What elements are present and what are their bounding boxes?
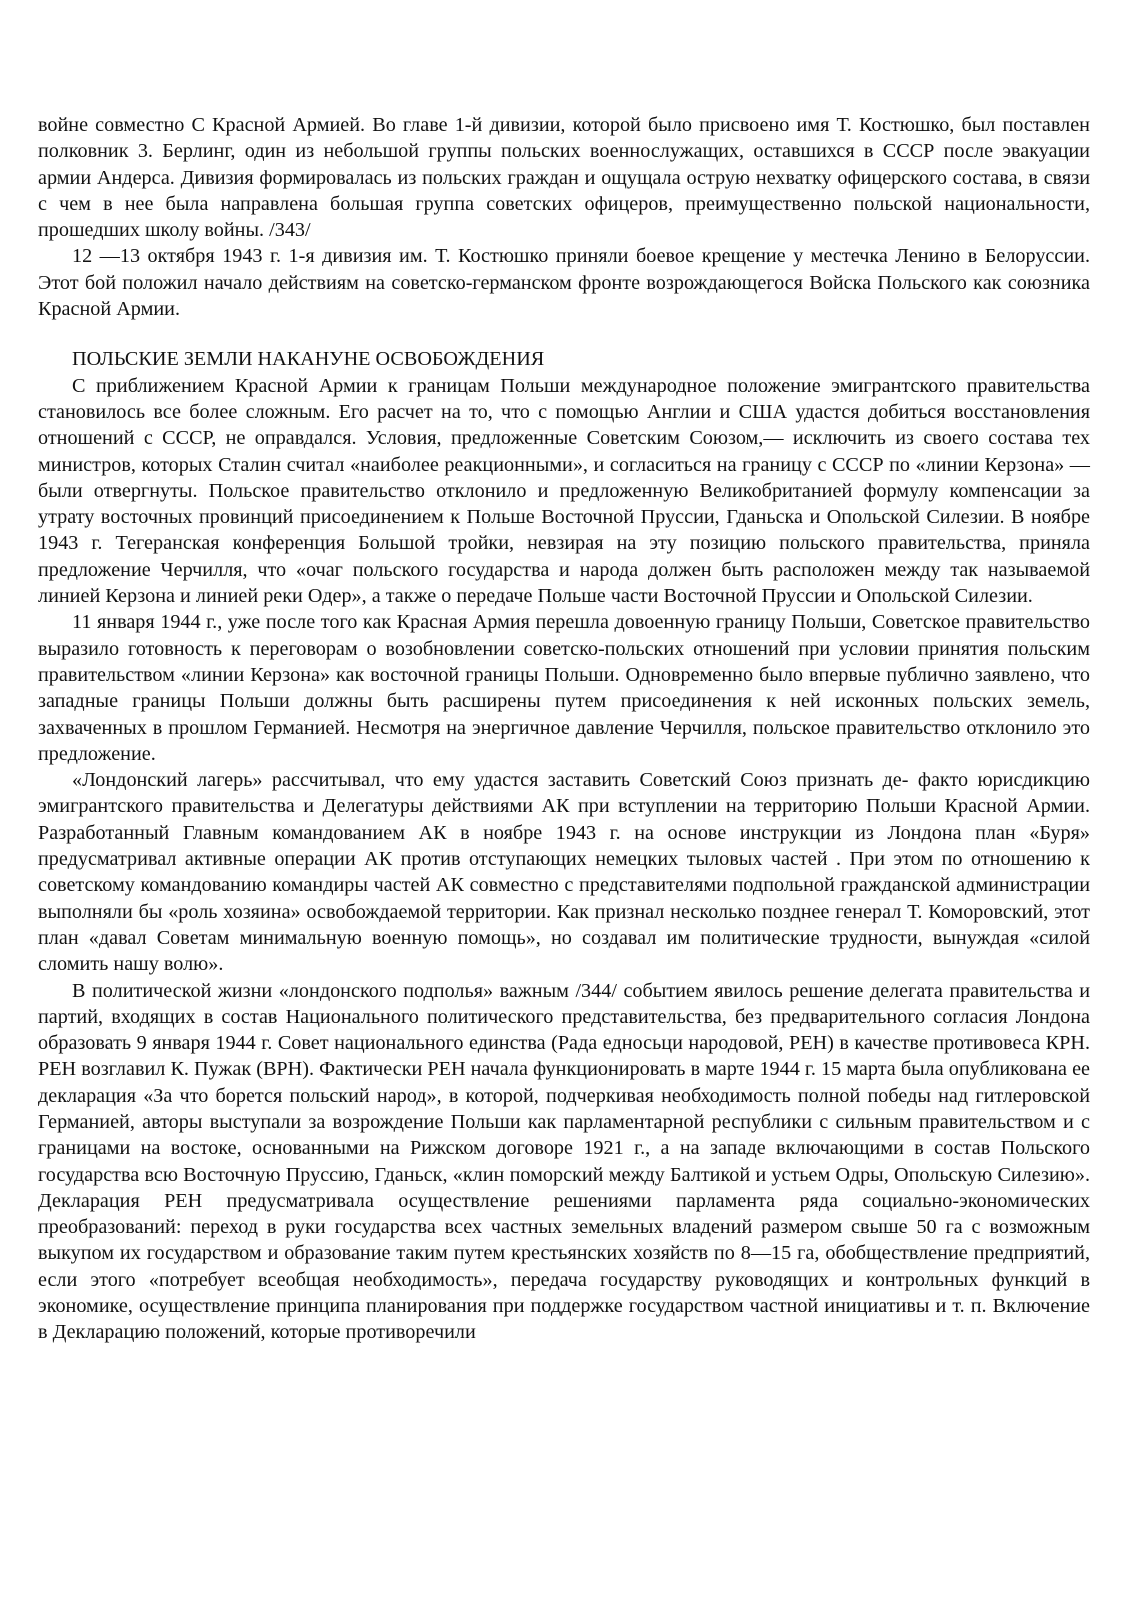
paragraph-ren-council: В политической жизни «лондонского подполья» важным /344/ событием явилось решение делегата правительства и партий, входящих в состав Национального политического представительства, без предварительного согласия Лондона образовать 9 января 1944 г. Совет национального единства (Рада едносьци народовой, РЕН) в качестве противовеса КРН. РЕН возглавил К. Пужак (ВРН). Фактически РЕН начала функционировать в марте 1944 г. 15 марта была опубликована ее декларация «За что борется польский народ», в которой, подчеркивая необходимость полной победы над гитлеровской Германией, авторы выступали за возрождение Польши как парламентарной республики с сильным правительством и с границами на востоке, основанными на Рижском договоре 1921 г., а на западе включающими в состав Польского государства всю Восточную Пруссию, Гданьск, «клин поморский между Балтикой и устьем Одры, Опольскую Силезию». Декларация РЕН предусматривала осуществление решениями парламента ряда социально-экономических преобразований: переход в руки государства всех частных земельных владений размером свыше 50 га с возможным выкупом их государством и образование таким путем крестьянских хозяйств по 8—15 га, обобществление предприятий, если этого «потребует всеобщая необходимость», передача государству руководящих и контрольных функций в экономике, осуществление принципа планирования при поддержке государством частной инициативы и т. п. Включение в Декларацию положений, которые противоречили	[38, 979, 1090, 1344]
paragraph-lenino-battle: 12 —13 октября 1943 г. 1-я дивизия им. Т. Костюшко приняли боевое крещение у местечка Ленино в Белоруссии. Этот бой положил начало действиям на советско-германском фронте возрождающегося Войска Польского как союзника Красной Армии.	[38, 245, 1090, 321]
paragraph-emigrant-government: С приближением Красной Армии к границам Польши международное положение эмигрантского правительства становилось все более сложным. Его расчет на то, что с помощью Англии и США удастся добиться восстановления отношений с СССР, не оправдался. Условия, предложенные Советским Союзом,— исключить из своего состава тех министров, которых Сталин считал «наиболее реакционными», и согласиться на границу с СССР по «линии Керзона» — были отвергнуты. Польское правительство отклонило и предложенную Великобританией формулу компенсации за утрату восточных провинций присоединением к Польше Восточной Пруссии, Гданьска и Опольской Силезии. В ноябре 1943 г. Тегеранская конференция Большой тройки, невзирая на эту позицию польского правительства, приняла предложение Черчилля, что «очаг польского государства и народа должен быть расположен между так называемой линией Керзона и линией реки Одер», а также о передаче Польше части Восточной Пруссии и Опольской Силезии.	[38, 374, 1090, 608]
document-page	[38, 112, 1090, 1346]
paragraph-january-1944: 11 января 1944 г., уже после того как Красная Армия перешла довоенную границу Польши, Советское правительство выразило готовность к переговорам о возобновлении советско-польских отношений при условии принятия польским правительством «линии Керзона» как восточной границы Польши. Одновременно было впервые публично заявлено, что западные границы Польши должны быть расширены путем присоединения к ней исконных польских земель, захваченных в прошлом Германией. Несмотря на энергичное давление Черчилля, польское правительство отклонило это предложение.	[38, 611, 1090, 765]
paragraph-london-camp: «Лондонский лагерь» рассчитывал, что ему удастся заставить Советский Союз признать де- факто юрисдикцию эмигрантского правительства и Делегатуры действиями АК при вступлении на территорию Польши Красной Армии. Разработанный Главным командованием АК в ноябре 1943 г. на основе инструкции из Лондона план «Буря» предусматривал активные операции АК против отступающих немецких тыловых частей . При этом по отношению к советскому командованию командиры частей АК совместно с представителями подпольной гражданской администрации выполняли бы «роль хозяина» освобождаемой территории. Как признал несколько позднее генерал Т. Коморовский, этот план «давал Советам минимальную военную помощь», но создавал им политические трудности, вынуждая «силой сломить нашу волю».	[38, 769, 1090, 976]
section-heading: ПОЛЬСКИЕ ЗЕМЛИ НАКАНУНЕ ОСВОБОЖДЕНИЯ	[72, 348, 545, 371]
paragraph-continuation: войне совместно С Красной Армией. Во главе 1-й дивизии, которой было присвоено имя Т. Костюшко, был поставлен полковник 3. Берлинг, один из небольшой группы польских военнослужащих, оставшихся в СССР после эвакуации армии Андерса. Дивизия формировалась из польских граждан и ощущала острую нехватку офицерского состава, в связи с чем в нее была направлена большая группа советских офицеров, преимущественно польской национальности, прошедших школу войны. /343/	[38, 114, 1090, 242]
